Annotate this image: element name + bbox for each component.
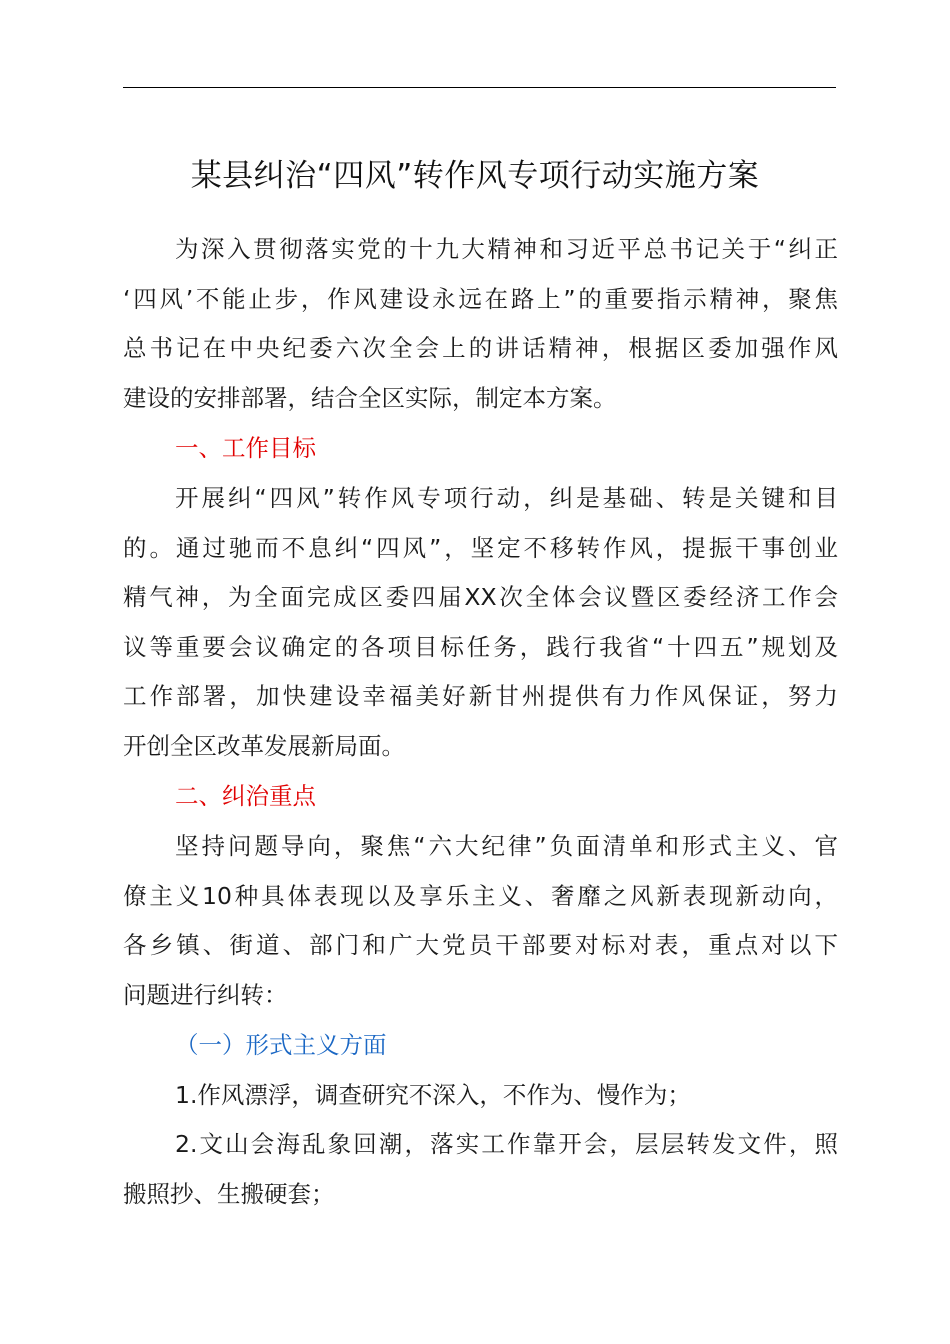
goals-line: 精气神，为全面完成区委四届XX次全体会议暨区委经济工作会 <box>123 583 838 612</box>
intro-line: 为深入贯彻落实党的十九大精神和习近平总书记关于“纠正 <box>175 235 838 263</box>
list-item <box>123 1120 838 1219</box>
intro-line: ‘四风’不能止步，作风建设永远在路上”的重要指示精神，聚焦 <box>123 284 838 313</box>
focus-line: 僚主义10种具体表现以及享乐主义、奢靡之风新表现新动向， <box>123 881 838 910</box>
list-item-line: 2.文山会海乱象回潮，落实工作靠开会，层层转发文件，照 <box>175 1130 838 1158</box>
intro-paragraph <box>123 225 838 423</box>
focus-paragraph <box>123 822 838 1020</box>
goals-line: 工作部署，加快建设幸福美好新甘州提供有力作风保证，努力 <box>123 682 838 711</box>
intro-line: 建设的安排部署，结合全区实际，制定本方案。 <box>123 383 617 412</box>
focus-line: 坚持问题导向，聚焦“六大纪律”负面清单和形式主义、官 <box>175 832 838 860</box>
list-item-line: 1.作风漂浮，调查研究不深入，不作为、慢作为； <box>175 1081 691 1109</box>
subsection-heading-formalism: （一）形式主义方面 <box>175 1031 387 1059</box>
goals-line: 的。通过驰而不息纠“四风”，坚定不移转作风，提振干事创业 <box>123 533 838 562</box>
goals-paragraph <box>123 474 838 772</box>
intro-line: 总书记在中央纪委六次全会上的讲话精神，根据区委加强作风 <box>123 334 838 363</box>
section-heading-goals: 一、工作目标 <box>175 434 316 462</box>
focus-line: 问题进行纠转： <box>123 980 288 1009</box>
goals-line: 议等重要会议确定的各项目标任务，践行我省“十四五”规划及 <box>123 632 838 661</box>
focus-line: 各乡镇、街道、部门和广大党员干部要对标对表，重点对以下 <box>123 931 838 960</box>
list-item <box>123 1071 838 1121</box>
goals-line: 开展纠“四风”转作风专项行动，纠是基础、转是关键和目 <box>175 484 838 512</box>
header-rule <box>123 87 836 88</box>
document-title: 某县纠治“四风”转作风专项行动实施方案 <box>190 158 760 194</box>
section-heading-focus: 二、纠治重点 <box>175 782 316 810</box>
list-item-line: 搬照抄、生搬硬套； <box>123 1179 335 1208</box>
goals-line: 开创全区改革发展新局面。 <box>123 731 405 760</box>
